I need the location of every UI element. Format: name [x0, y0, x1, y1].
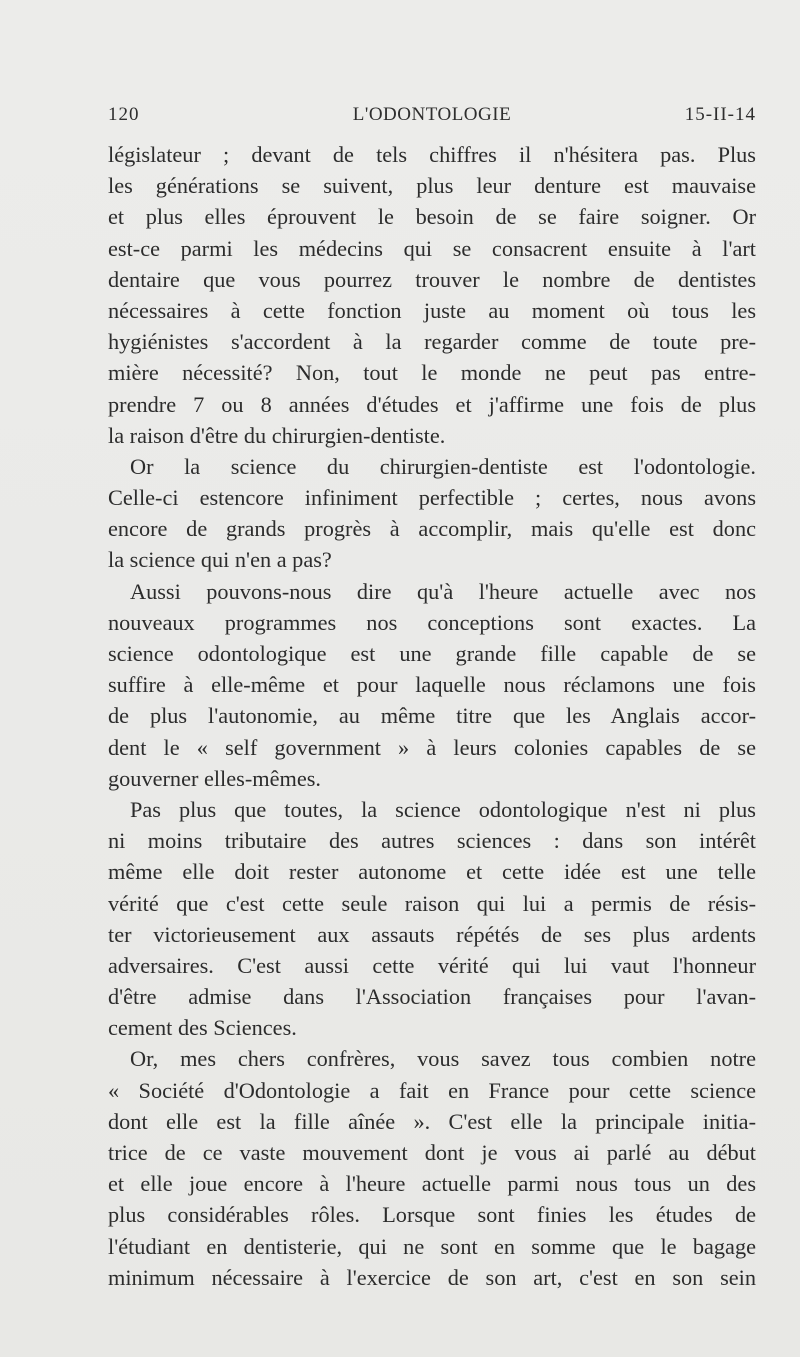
body-text [108, 139, 756, 1293]
issue-date: 15-II-14 [684, 104, 756, 125]
text-line: adversaires. C'est aussi cette vérité qui lui vaut l'honneur [108, 952, 756, 978]
text-line: et elle joue encore à l'heure actuelle parmi nous tous un des [108, 1171, 756, 1197]
text-line: gouverner elles-mêmes. [108, 765, 321, 791]
text-line: d'être admise dans l'Association françaises pour l'avan- [108, 984, 756, 1010]
text-line: vérité que c'est cette seule raison qui lui a permis de résis- [108, 890, 756, 916]
text-line: « Société d'Odontologie a fait en France pour cette science [108, 1077, 756, 1103]
page-number: 120 [108, 104, 140, 125]
text-line: hygiénistes s'accordent à la regarder comme de toute pre- [108, 329, 756, 355]
text-line: mière nécessité? Non, tout le monde ne peut pas entre- [108, 360, 756, 386]
text-line: et plus elles éprouvent le besoin de se faire soigner. Or [108, 204, 756, 230]
text-line: dent le « self government » à leurs colonies capables de se [108, 734, 756, 760]
text-line: suffire à elle-même et pour laquelle nous réclamons une fois [108, 672, 756, 698]
text-line: Pas plus que toutes, la science odontologique n'est ni plus [130, 796, 756, 822]
text-line: l'étudiant en dentisterie, qui ne sont en somme que le bagage [108, 1233, 756, 1259]
text-line: prendre 7 ou 8 années d'études et j'affirme une fois de plus [108, 391, 756, 417]
text-line: plus considérables rôles. Lorsque sont finies les études de [108, 1202, 756, 1228]
running-title: L'ODONTOLOGIE [352, 104, 512, 125]
text-line: Aussi pouvons-nous dire qu'à l'heure actuelle avec nos [130, 578, 756, 604]
text-line: Celle-ci estencore infiniment perfectible ; certes, nous avons [108, 485, 756, 511]
text-line: nouveaux programmes nos conceptions sont exactes. La [108, 609, 756, 635]
text-line: les générations se suivent, plus leur denture est mauvaise [108, 173, 756, 199]
text-line: Or, mes chers confrères, vous savez tous combien notre [130, 1046, 756, 1072]
text-line: la science qui n'en a pas? [108, 547, 332, 573]
text-line: de plus l'autonomie, au même titre que les Anglais accor- [108, 703, 756, 729]
text-line: dentaire que vous pourrez trouver le nombre de dentistes [108, 266, 756, 292]
text-line: minimum nécessaire à l'exercice de son art, c'est en son sein [108, 1264, 756, 1290]
text-line: nécessaires à cette fonction juste au moment où tous les [108, 297, 756, 323]
text-line: encore de grands progrès à accomplir, mais qu'elle est donc [108, 516, 756, 542]
text-line: dont elle est la fille aînée ». C'est elle la principale initia- [108, 1108, 756, 1134]
text-line: trice de ce vaste mouvement dont je vous ai parlé au début [108, 1140, 756, 1165]
text-line: Or la science du chirurgien-dentiste est l'odontologie. [130, 453, 756, 479]
text-line: ni moins tributaire des autres sciences : dans son intérêt [108, 828, 756, 854]
text-line: ter victorieusement aux assauts répétés de ses plus ardents [108, 921, 756, 947]
text-line: est-ce parmi les médecins qui se consacrent ensuite à l'art [108, 235, 756, 261]
text-line: législateur ; devant de tels chiffres il n'hésitera pas. Plus [108, 142, 756, 167]
page-header [108, 104, 756, 128]
text-line: même elle doit rester autonome et cette idée est une telle [108, 859, 756, 885]
text-line: cement des Sciences. [108, 1015, 297, 1041]
text-line: la raison d'être du chirurgien-dentiste. [108, 422, 446, 448]
text-line: science odontologique est une grande fille capable de se [108, 641, 756, 666]
